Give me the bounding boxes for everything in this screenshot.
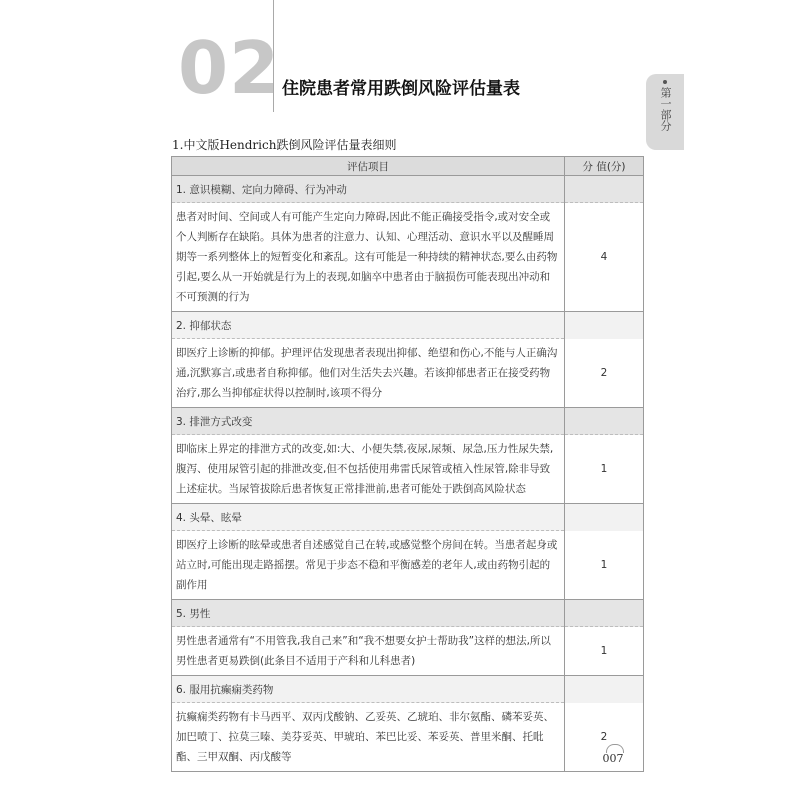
category-label: 3. 排泄方式改变: [172, 408, 565, 435]
part-tab: [646, 74, 684, 150]
category-score-cell: [565, 176, 644, 203]
category-row: [172, 600, 644, 627]
category-score-cell: [565, 504, 644, 531]
description-row: [172, 203, 644, 312]
fall-risk-table: [171, 156, 644, 772]
category-label: 5. 男性: [172, 600, 565, 627]
description-row: [172, 435, 644, 504]
category-label: 6. 服用抗癫痫类药物: [172, 676, 565, 703]
page-title: 住院患者常用跌倒风险评估量表: [282, 79, 520, 99]
score-value: 1: [565, 435, 644, 504]
page-number: 007: [602, 752, 624, 765]
score-value: 1: [565, 531, 644, 600]
category-score-cell: [565, 600, 644, 627]
part-tab-label: 第一部分: [659, 87, 672, 131]
score-value: 2: [565, 339, 644, 408]
table-header-row: [172, 157, 644, 176]
description-text: 即医疗上诊断的眩晕或患者自述感觉自己在转,或感觉整个房间在转。当患者起身或站立时,可能出现走路摇摆。常见于步态不稳和平衡感差的老年人,或由药物引起的副作用: [172, 531, 565, 600]
category-row: [172, 408, 644, 435]
score-value: 1: [565, 627, 644, 676]
category-row: [172, 176, 644, 203]
description-row: [172, 531, 644, 600]
score-value: 4: [565, 203, 644, 312]
category-label: 2. 抑郁状态: [172, 312, 565, 339]
description-row: [172, 703, 644, 772]
category-row: [172, 312, 644, 339]
description-text: 即临床上界定的排泄方式的改变,如:大、小便失禁,夜尿,尿频、尿急,压力性尿失禁,腹泻、使用尿管引起的排泄改变,但不包括使用弗雷氏尿管或植入性尿管,除非导致上述症状。当尿管拔除后患者恢复正常排泄前,患者可能处于跌倒高风险状态: [172, 435, 565, 504]
description-text: 抗癫痫类药物有卡马西平、双丙戊酸钠、乙妥英、乙琥珀、非尔氨酯、磷苯妥英、加巴喷丁、拉莫三嗪、美芬妥英、甲琥珀、苯巴比妥、苯妥英、普里米酮、托吡酯、三甲双酮、丙戊酸等: [172, 703, 565, 772]
category-row: [172, 676, 644, 703]
category-label: 1. 意识模糊、定向力障碍、行为冲动: [172, 176, 565, 203]
description-text: 患者对时间、空间或人有可能产生定向力障碍,因此不能正确接受指令,或对安全或个人判断存在缺陷。具体为患者的注意力、认知、心理活动、意识水平以及醒睡周期等一系列整体上的短暂变化和紊乱。这有可能是一种持续的精神状态,要么由药物引起,要么从一开始就是行为上的表现,如脑卒中患者由于脑损伤可能表现出冲动和不可预测的行为: [172, 203, 565, 312]
description-row: [172, 627, 644, 676]
column-header-item: 评估项目: [172, 157, 565, 176]
score-value: 2: [565, 703, 644, 772]
category-score-cell: [565, 312, 644, 339]
description-text: 即医疗上诊断的抑郁。护理评估发现患者表现出抑郁、绝望和伤心,不能与人正确沟通,沉默寡言,或患者自称抑郁。他们对生活失去兴趣。若该抑郁患者正在接受药物治疗,那么当抑郁症状得以控制时,该项不得分: [172, 339, 565, 408]
column-header-score: 分 值(分): [565, 157, 644, 176]
category-score-cell: [565, 676, 644, 703]
bullet-dot-icon: [663, 80, 667, 84]
category-score-cell: [565, 408, 644, 435]
category-label: 4. 头晕、眩晕: [172, 504, 565, 531]
category-row: [172, 504, 644, 531]
description-text: 男性患者通常有“不用管我,我自己来”和“我不想要女护士帮助我”这样的想法,所以男性患者更易跌倒(此条目不适用于产科和儿科患者): [172, 627, 565, 676]
description-row: [172, 339, 644, 408]
chapter-number: 02: [178, 26, 281, 110]
section-title: 1.中文版Hendrich跌倒风险评估量表细则: [172, 138, 397, 152]
